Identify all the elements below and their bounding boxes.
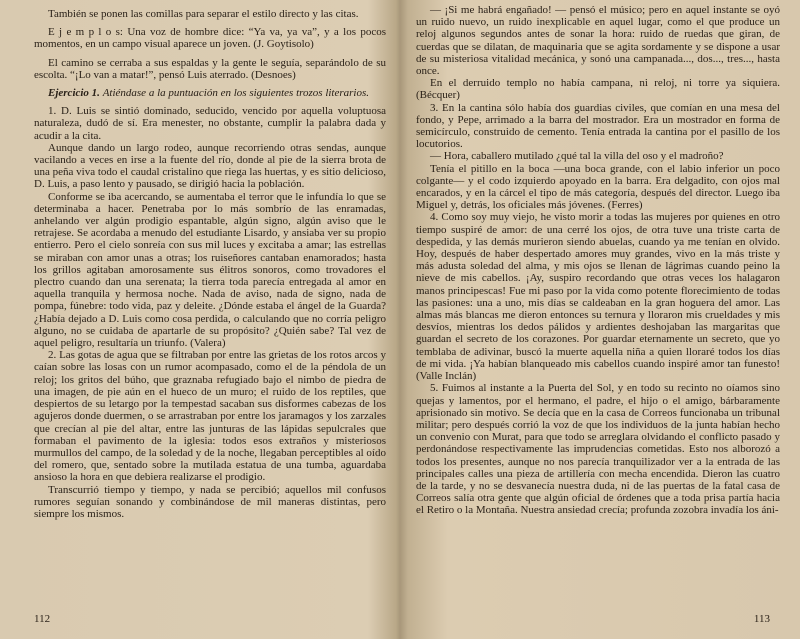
paragraph: Tenía el pitillo en la boca —una boca grande, con el labio inferior un poco colgante— y el codo izquierdo apoyado en la barra. Era delgadito, con ojos mal encarados, y en la cárcel el tipo de más categoría, después del director. Luego iba Miguel y, detrás, los oficiales más jóvenes. (Ferres) bbox=[416, 162, 780, 212]
exercise-heading: Ejercicio 1. bbox=[48, 87, 100, 100]
paragraph: Transcurrió tiempo y tiempo, y nada se percibió; aquellos mil confusos rumores seguían sonando y combinándose de mil maneras distintas, pero siempre los mismos. bbox=[34, 483, 386, 520]
paragraph: 5. Fuimos al instante a la Puerta del Sol, y en todo su recinto no oíamos sino quejas y lamentos, por el hermano, el padre, el hijo o el amigo, bárbaramente aprisionado sin motivo. Se decía que en la casa de Correos funcionaba un tribunal militar; pero después corrió la voz de que los individuos de la junta habían hecho un convenio con Murat, para que todo se arreglara olvidando el conflicto pasado y perdonándose respectivamente las imprudencias cometidas. Esto nos alborozó a todos los presentes, aunque no nos parecía tranquilizador ver a la entrada de las principales calles una pieza de artillería con mecha encendida. Dieron las cuatro de la tarde, y no se desvanecía nuestra duda, ni de las puertas de la fatal casa de Correos salía otra gente que algún oficial de órdenes que a toda prisa partía hacia el Retiro o la Montaña. Nuestra ansiedad crecía; profunda zozobra invadía los áni- bbox=[416, 382, 780, 517]
paragraph: 1. D. Luis se sintió dominado, seducido, vencido por aquella voluptuosa naturaleza, dudó de sí. Era menester, no obstante, cumplir la palabra dada y acudir a la cita. bbox=[34, 105, 386, 142]
exercise-instruction: Atiéndase a la puntuación en los siguientes trozos literarios. bbox=[102, 87, 370, 100]
paragraph: Aunque dando un largo rodeo, aunque recorriendo otras sendas, aunque vacilando a veces en irse a la fuente del río, donde al pie de la sierra brota de una peña viva todo el caudal cristalino que riega las huertas, y es sitio delicioso, D. Luis, a paso lento y pausado, se dirigió hacia la población. bbox=[34, 141, 386, 191]
right-page bbox=[402, 0, 800, 639]
left-page bbox=[0, 0, 398, 639]
paragraph: 2. Las gotas de agua que se filtraban por entre las grietas de los rotos arcos y caían sobre las losas con un rumor acompasado, como el de la péndola de un reloj; los gritos del búho, que graznaba refugiado bajo el nimbo de piedra de una imagen, de pie aún en el hueco de un muro; el ruido de los reptiles, que despiertos de su letargo por la tempestad sacaban sus disformes cabezas de los agujeros donde duermen, o se arrastraban por entre los jaramagos y los zarzales que crecían al pie del altar, entre las junturas de las lápidas sepulcrales que formaban el pavimento de la iglesia: todos esos extraños y misteriosos murmullos del campo, de la soledad y de la noche, llegaban perceptibles al oído del romero, que, sentado sobre la mutilada estatua de una tumba, aguardaba ansioso la hora en que debiera realizarse el prodigio. bbox=[34, 349, 386, 484]
example-paragraph: E j e m p l o s: Una voz de hombre dice: “Ya va, ya va”, y a los pocos momentos, en un campo visual aparece un joven. (J. Goytisolo) bbox=[34, 26, 386, 51]
paragraph: — ¡Si me habrá engañado! — pensó el músico; pero en aquel instante se oyó un ruido nuevo, un ruido inexplicable en aquel lugar, como el que produce un reloj algunos segundos antes de sonar la hora: ruido de ruedas que giran, de cuerdas que se dilatan, de maquinaria que se agita sordamente y se dispone a usar de su misteriosa vitalidad mecánica, y sonó una campanada..., dos..., tres..., hasta once. bbox=[416, 4, 780, 78]
page-number: 112 bbox=[34, 612, 51, 625]
paragraph: También se ponen las comillas para separar el estilo directo y las citas. bbox=[48, 8, 359, 20]
paragraph: 3. En la cantina sólo había dos guardias civiles, que comían en una mesa del fondo, y Pepe, arrimado a la barra del mostrador. Era un mostrador en forma de semicírculo, construido de cemento. Tenía entrada la cantina por el pasillo de los locutorios. bbox=[416, 101, 780, 151]
paragraph: En el derruido templo no había campana, ni reloj, ni torre ya siquiera. (Bécquer) bbox=[416, 77, 780, 102]
paragraph: — Hora, caballero mutilado ¿qué tal la villa del oso y el madroño? bbox=[430, 150, 724, 163]
paragraph: Conforme se iba acercando, se aumentaba el terror que le infundía lo que se determinaba a hacer. Penetraba por lo más sombrío de las enramadas, anhelando ver algún prodigio espantable, algún signo, algún aviso que le retrajese. Se acordaba a menudo del estudiante Lisardo, y ansiaba ver su propio entierro. Pero el cielo sonreía con sus mil luces y excitaba a amar; las estrellas se miraban con amor unas a otras; los ruiseñores cantaban enamorados; hasta los grillos agitaban amorosamente sus élitros sonoros, como trovadores el plectro cuando dan una serenata; la tierra toda parecía entregada al amor en aquella tranquila y hermosa noche. Nada de aviso, nada de signo, nada de pompa, fúnebre: todo vida, paz y deleite. ¿Dónde estaba el ángel de la Guarda? ¿Había dejado a D. Luis como cosa perdida, o calculando que no corría peligro alguno, no se cuidaba de apartarle de su propósito? ¿Quién sabe? Tal vez de aquel peligro, resultaría un triunfo. (Valera) bbox=[34, 190, 386, 350]
example-paragraph: El camino se cerraba a sus espaldas y la gente le seguía, separándolo de su escolta. “¡Lo van a matar!”, pensó Luis aterrado. (Desnoes) bbox=[34, 56, 386, 81]
paragraph: 4. Como soy muy viejo, he visto morir a todas las mujeres por quienes en otro tiempo suspiré de amor: de una cerré los ojos, de otra tuve una triste carta de despedida, y las demás murieron siendo abuelas, cuando ya me tenían en olvido. Hoy, después de haber despertado amores muy grandes, vivo en la más triste y más adusta soledad del alma, y mis ojos se llenan de lágrimas cuando peino la nieve de mis cabellos. ¡Ay, suspiro recordando que otras veces los halagaron manos principescas! Fue mi paso por la vida como potente florecimiento de todas las pasiones: una a uno, mis días se caldeaban en la gran hoguera del amor. Las almas más blancas me dieron entonces su ternura y lloraron mis crueldades y mis desvíos, mientras los dedos pálidos y ardientes deshojaban las margaritas que guardan el secreto de los corazones. Por guardar eternamente un secreto, que yo temblaba de adivinar, buscó la muerte aquella niña a quien lloraré todos los días de mi vida. ¡Ya habían blanqueado mis cabellos cuando inspiré amor tan funesto! (Valle Inclán) bbox=[416, 211, 780, 383]
page-number: 113 bbox=[753, 612, 770, 625]
exercise-header bbox=[34, 87, 386, 99]
